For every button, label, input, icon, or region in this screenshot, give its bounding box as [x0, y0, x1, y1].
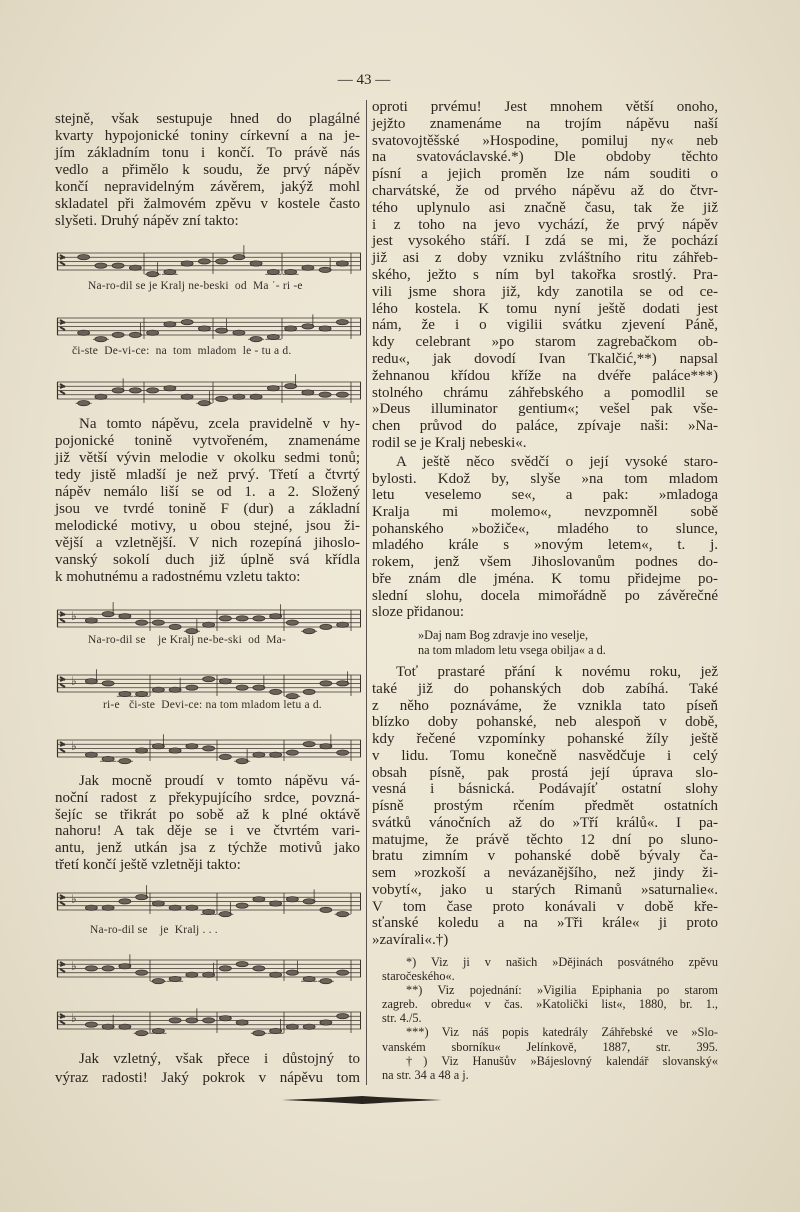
- text-line: bratu zimním v pohanské době bývaly ča-: [372, 848, 718, 865]
- note: [147, 272, 159, 277]
- note: [270, 972, 282, 977]
- note: [216, 259, 228, 264]
- note: [95, 263, 107, 268]
- text-line: slyšeti. Druhý nápěv zní takto:: [55, 213, 239, 229]
- note: [253, 897, 265, 902]
- text-line: nápěv nemálo liší se od 1. a 2. Složený: [55, 484, 360, 500]
- clef-icon: [60, 612, 65, 622]
- note: [152, 979, 164, 984]
- note: [253, 616, 265, 621]
- note: [169, 748, 181, 753]
- text-line: ***) Viz náš popis katedrály Záhřebské ve »Slo-: [406, 1025, 718, 1040]
- text-line: nahoru! A tak děje se i ve čtvrtém vari-: [55, 823, 360, 840]
- paragraph: [55, 773, 360, 874]
- music-staff: [57, 885, 361, 915]
- text-line: kdy řečené vzpomínky pohanské žíly ještě: [372, 731, 718, 747]
- note: [337, 1014, 349, 1019]
- note: [186, 905, 198, 910]
- text-line: bylosti. Kdož by, slyše »na tom mladom: [372, 470, 718, 487]
- note: [136, 1031, 148, 1036]
- text-line: Jak mocně proudí v tomto nápěvu vá-: [79, 773, 360, 789]
- text-line: vobytí«, jako u starých Rimanů »saturnalie«.: [372, 881, 718, 898]
- note: [129, 265, 141, 270]
- note: [285, 384, 297, 389]
- note: [253, 966, 265, 971]
- note: [219, 679, 231, 684]
- note: [85, 966, 97, 971]
- paragraph: [372, 664, 718, 949]
- footnotes: [382, 955, 718, 1082]
- text-line: tedy jistě mladší je než prvý. Třetí a čtvrtý: [55, 467, 360, 483]
- text-line: letu veselemo se«, a pak: »mladoga: [372, 487, 718, 504]
- text-line: skladatel při žalmovém zpěvu v kostele často: [55, 196, 360, 212]
- text-line: z něho poznáváme, že vznikla tato píseň: [372, 697, 718, 714]
- clef-icon: [60, 895, 65, 905]
- note: [337, 970, 349, 975]
- paragraph: [372, 99, 718, 452]
- text-line: sem »rozkoší a nevázanějšího, než jindy ži-: [372, 865, 718, 881]
- text-line: V tom čase proto konávali v době kře-: [372, 898, 718, 915]
- text-line: Na tomto nápěvu, zcela pravidelně v hy-: [79, 416, 360, 432]
- note: [336, 392, 348, 397]
- footnote: [382, 1025, 718, 1053]
- note: [303, 899, 315, 904]
- note: [253, 752, 265, 757]
- text-line: jím základním tonu i končí. To právě nás: [55, 145, 360, 161]
- text-line: svatovojtěšské »Hospodine, pomiluj ny« neb: [372, 132, 718, 149]
- music-staff: [57, 374, 361, 404]
- text-line: kvarty hypojonické toniny církevní a na je-: [55, 128, 360, 144]
- text-line: nám, že i o vigilii svátku zjevení Páně,: [372, 317, 718, 334]
- text-line: sloze přidanou:: [372, 604, 465, 621]
- lyrics: Na-ro-dil se je Kralj . . .: [90, 924, 218, 936]
- music-staff: [57, 310, 361, 340]
- lyrics: Na-ro-dil se je Kralj ne-beski od Ma ˙- ri -e: [88, 280, 303, 292]
- text-line: vedlo a přimělo k soudu, že prvý nápěv: [55, 162, 360, 178]
- text-line: Toť prastaré přání k novému roku, jež: [396, 664, 718, 680]
- text-line: písní a jejich proměn lze nám souditi o: [372, 166, 718, 183]
- note: [78, 255, 90, 260]
- flat-icon: ♭: [71, 892, 77, 906]
- clef-icon: [60, 1014, 65, 1024]
- page-number: — 43 —: [337, 72, 391, 88]
- note: [169, 976, 181, 981]
- note: [253, 685, 265, 690]
- note: [78, 401, 90, 406]
- text-line: oproti prvému! Jest mnohem větší onoho,: [372, 99, 718, 115]
- note: [95, 394, 107, 399]
- note: [112, 388, 124, 393]
- text-line: »Deus illuminator gentium«; vešel pak vše-: [372, 401, 718, 418]
- note: [267, 386, 279, 391]
- note: [320, 624, 332, 629]
- note: [270, 614, 282, 619]
- note: [336, 261, 348, 266]
- text-line: bře znám dle jména. K tomu přidejme po-: [372, 570, 718, 587]
- note: [233, 394, 245, 399]
- note: [250, 394, 262, 399]
- text-line: sťanské koledu a na »Tři krále« ji proto: [372, 915, 718, 932]
- note: [85, 1022, 97, 1027]
- note: [286, 750, 298, 755]
- text-line: lého kostela. K tomu nyní ještě dodati jest: [372, 300, 718, 317]
- note: [119, 899, 131, 904]
- quotation: [418, 628, 718, 658]
- text-line: vanském sborníku« Jelínkově, 1887, str. 395.: [382, 1039, 718, 1054]
- column-divider: [366, 100, 367, 1085]
- text-line: vili jsme shora již, kdy zanotila se od ce-: [372, 283, 718, 300]
- note: [233, 255, 245, 260]
- note: [169, 687, 181, 692]
- note: [181, 320, 193, 325]
- text-line: tého uplynulo asi značně času, tak že již: [372, 199, 718, 216]
- note: [216, 328, 228, 333]
- note: [320, 979, 332, 984]
- note: [136, 691, 148, 696]
- note: [85, 679, 97, 684]
- footnote: [382, 983, 718, 1025]
- footnote: [382, 1054, 718, 1082]
- note: [320, 1020, 332, 1025]
- note: [119, 964, 131, 969]
- text-line: antu, jenž utkán jsa z týchže motivů jako: [55, 840, 360, 857]
- note: [164, 322, 176, 327]
- note: [112, 263, 124, 268]
- text-line: vější a vzletnější. V nich rozepíná jihoslo-: [55, 535, 360, 551]
- note: [198, 259, 210, 264]
- music-staff: [57, 952, 361, 982]
- note: [186, 972, 198, 977]
- note: [152, 687, 164, 692]
- note: [203, 622, 215, 627]
- note: [85, 618, 97, 623]
- text-line: vanský sokolí duch již úplně svá křídla: [55, 552, 360, 568]
- text-line: rokem, jenž všem Jihoslovanům podnes do-: [372, 554, 718, 571]
- text-line: charvátské, že od prvého nápěvu až do čtvr-: [372, 182, 718, 199]
- text-line: na str. 34 a 48 a j.: [382, 1067, 469, 1082]
- note: [102, 756, 114, 761]
- footnote: [382, 955, 718, 983]
- note: [169, 905, 181, 910]
- note: [102, 681, 114, 686]
- note: [267, 269, 279, 274]
- note: [198, 326, 210, 331]
- text-line: *) Viz ji v našich »Dějinách posvátného zpěvu: [406, 955, 718, 969]
- text-line: pohanského »božiče«, mladého to slunce,: [372, 520, 718, 537]
- note: [303, 629, 315, 634]
- text-line: k mohutnému a radostnému vzletu takto:: [55, 569, 301, 585]
- note: [186, 1018, 198, 1023]
- note: [169, 624, 181, 629]
- text-line: jsou ve tvrdé tonině F (dur) a základní: [55, 501, 360, 517]
- note: [285, 269, 297, 274]
- note: [78, 330, 90, 335]
- text-line: A ještě něco svědčí o její vysoké staro-: [396, 454, 718, 470]
- text-line: končí nepravidelným závěrem, jakýž mohl: [55, 179, 360, 195]
- note: [270, 901, 282, 906]
- note: [119, 691, 131, 696]
- note: [319, 267, 331, 272]
- note: [181, 261, 193, 266]
- note: [250, 337, 262, 342]
- lyrics: či-ste De-vi-ce: na tom mladom le - tu a d.: [72, 345, 292, 357]
- text-line: str. 4./5.: [382, 1011, 422, 1026]
- note: [203, 677, 215, 682]
- text-line: melodické motivy, u obou stejné, jsou ži-: [55, 518, 360, 534]
- paragraph: [372, 454, 718, 621]
- text-line: Kralja mi molemo«, nevzpomněl sobě: [372, 504, 718, 521]
- note: [203, 746, 215, 751]
- note: [302, 324, 314, 329]
- note: [303, 976, 315, 981]
- note: [303, 689, 315, 694]
- note: [85, 752, 97, 757]
- text-line: výraz radosti! Jaký pokrok v nápěvu tom: [55, 1070, 360, 1086]
- text-line: zagreb. obredu« v čas. »Katolički list«, 1880, br. 1.,: [382, 997, 718, 1012]
- note: [236, 616, 248, 621]
- text-line: staročeského«.: [382, 969, 455, 984]
- ornament-divider: [282, 1094, 442, 1106]
- note: [203, 972, 215, 977]
- note: [152, 620, 164, 625]
- note: [85, 905, 97, 910]
- text-line: šejíc se třikrát po sobě až k plné oktávě: [55, 806, 360, 823]
- note: [216, 396, 228, 401]
- flat-icon: ♭: [71, 739, 77, 753]
- note: [219, 912, 231, 917]
- note: [181, 394, 193, 399]
- clef-icon: [60, 255, 65, 265]
- text-line: třetí končí ještě vzletněji takto:: [55, 856, 241, 873]
- text-line: svátků vánočních až do »Tří králů«. I pa-: [372, 814, 718, 831]
- clef-icon: [60, 962, 65, 972]
- text-line: na svatováclavské.*) Dle obdoby těchto: [372, 149, 718, 166]
- text-line: stolného chrámu záhřebského a pomodlil se: [372, 384, 718, 401]
- note: [253, 1031, 265, 1036]
- text-line: **) Viz pojednání: »Vigilia Epiphania po starom: [406, 983, 718, 998]
- note: [337, 750, 349, 755]
- text-line: stejně, však sestupuje hned do plagálné: [55, 111, 360, 127]
- text-line: jest vysokého stáří. I zdá se mi, že pochází: [372, 233, 718, 250]
- note: [186, 685, 198, 690]
- text-line: vesná i básnická. Podávajíť ostatní slohy: [372, 781, 718, 798]
- note: [236, 962, 248, 967]
- note: [152, 1028, 164, 1033]
- note: [236, 685, 248, 690]
- text-line: ského, ježto s ním byl takořka srostlý. Pra-: [372, 266, 718, 283]
- note: [129, 388, 141, 393]
- note: [270, 689, 282, 694]
- note: [302, 265, 314, 270]
- note: [286, 897, 298, 902]
- music-staff: [57, 602, 361, 632]
- note: [302, 390, 314, 395]
- note: [337, 681, 349, 686]
- music-staff: [57, 732, 361, 762]
- text-line: blízko doby pohanské, neb alespoň v době,: [372, 714, 718, 731]
- flat-icon: ♭: [71, 1011, 77, 1025]
- note: [203, 1018, 215, 1023]
- note: [236, 759, 248, 764]
- note: [119, 614, 131, 619]
- note: [136, 620, 148, 625]
- note: [129, 332, 141, 337]
- clef-icon: [60, 320, 65, 330]
- note: [147, 388, 159, 393]
- note: [219, 966, 231, 971]
- paragraph: [55, 416, 360, 586]
- note: [219, 616, 231, 621]
- note: [186, 744, 198, 749]
- text-line: i z toho na jevo vychází, že prvý nápěv: [372, 216, 718, 233]
- text-line: žehnanou křídou kříže na dvéře paláce***): [372, 367, 718, 384]
- text-line: již větší vývin melodie v okolku sedmi tonů;: [55, 450, 360, 466]
- note: [203, 909, 215, 914]
- text-line: redu«, jak dovodí Ivan Tkalčić,**) napsal: [372, 350, 718, 367]
- note: [236, 903, 248, 908]
- note: [233, 330, 245, 335]
- clef-icon: [60, 384, 65, 394]
- note: [219, 1016, 231, 1021]
- music-staff: [57, 667, 361, 697]
- text-line: slední slohu, docela mimořádně po závěrečné: [372, 587, 718, 604]
- note: [303, 1024, 315, 1029]
- flat-icon: ♭: [71, 674, 77, 688]
- note: [337, 622, 349, 627]
- note: [95, 337, 107, 342]
- text-line: také již do pohanských dob zabíhá. Také: [372, 680, 718, 697]
- note: [136, 748, 148, 753]
- note: [198, 401, 210, 406]
- note: [319, 326, 331, 331]
- clef-icon: [60, 742, 65, 752]
- note: [285, 326, 297, 331]
- text-line: chen průvod do paláce, zpívaje naši: »Na-: [372, 418, 718, 435]
- note: [303, 742, 315, 747]
- text-line: písně prostým rčením předmět ostatních: [372, 798, 718, 814]
- clef-icon: [60, 677, 65, 687]
- flat-icon: ♭: [71, 959, 77, 973]
- lyrics: Na-ro-dil se je Kralj ne-be-ski od Ma-: [88, 634, 286, 646]
- note: [337, 912, 349, 917]
- text-line: jejžto znamenáme na trojím nápěvu naší: [372, 115, 718, 132]
- note: [250, 261, 262, 266]
- text-line: »zavírali«.†): [372, 932, 449, 948]
- note: [319, 392, 331, 397]
- note: [102, 1024, 114, 1029]
- note: [102, 905, 114, 910]
- text-line: noční radost z překypujícího srdce, povzná-: [55, 789, 360, 806]
- note: [267, 334, 279, 339]
- text-line: rodil se je Kralj nebeski«.: [372, 434, 527, 451]
- text-line: Jak vzletný, však přece i důstojný to: [79, 1051, 360, 1067]
- note: [336, 320, 348, 325]
- text-line: †) Viz Hanušův »Bájeslovný kalendář slovanský«: [406, 1053, 718, 1068]
- note: [169, 1018, 181, 1023]
- text-line: v lidu. Tomu konečně nasvědčuje i celý: [372, 747, 718, 764]
- note: [320, 681, 332, 686]
- note: [164, 269, 176, 274]
- note: [112, 332, 124, 337]
- text-line: »Daj nam Bog zdravje ino veselje,: [418, 628, 589, 642]
- note: [270, 1028, 282, 1033]
- music-staff: [57, 1004, 361, 1034]
- note: [320, 907, 332, 912]
- note: [136, 970, 148, 975]
- note: [102, 612, 114, 617]
- note: [152, 744, 164, 749]
- note: [152, 901, 164, 906]
- flat-icon: ♭: [71, 609, 77, 623]
- note: [270, 752, 282, 757]
- text-line: mladého krále s »novým letem«, t. j.: [372, 537, 718, 554]
- note: [286, 970, 298, 975]
- note: [320, 744, 332, 749]
- note: [286, 694, 298, 699]
- text-line: matujme, že právě těchto 12 dní po sluno-: [372, 831, 718, 848]
- note: [119, 759, 131, 764]
- note: [219, 754, 231, 759]
- note: [286, 1024, 298, 1029]
- text-line: kdy celebrant »po starom zagrebačkom ob-: [372, 334, 718, 351]
- text-line: obsah písně, pak prostá její úprava slo-: [372, 764, 718, 781]
- note: [164, 386, 176, 391]
- note: [286, 620, 298, 625]
- note: [136, 895, 148, 900]
- paragraph: [55, 111, 360, 230]
- text-line: na tom mladom letu vsega obilja« a d.: [418, 643, 606, 657]
- note: [147, 330, 159, 335]
- note: [236, 1020, 248, 1025]
- note: [102, 966, 114, 971]
- text-line: již asi z doby vzniku zvláštního ritu záhřeb-: [372, 250, 718, 267]
- note: [186, 629, 198, 634]
- lyrics: ri-e či-ste Devi-ce: na tom mladom letu a d.: [103, 699, 322, 711]
- text-line: pojonické tonině vytvořeném, znamenáme: [55, 433, 360, 449]
- music-staff: [57, 245, 361, 275]
- note: [119, 1024, 131, 1029]
- paragraph: [55, 1050, 360, 1088]
